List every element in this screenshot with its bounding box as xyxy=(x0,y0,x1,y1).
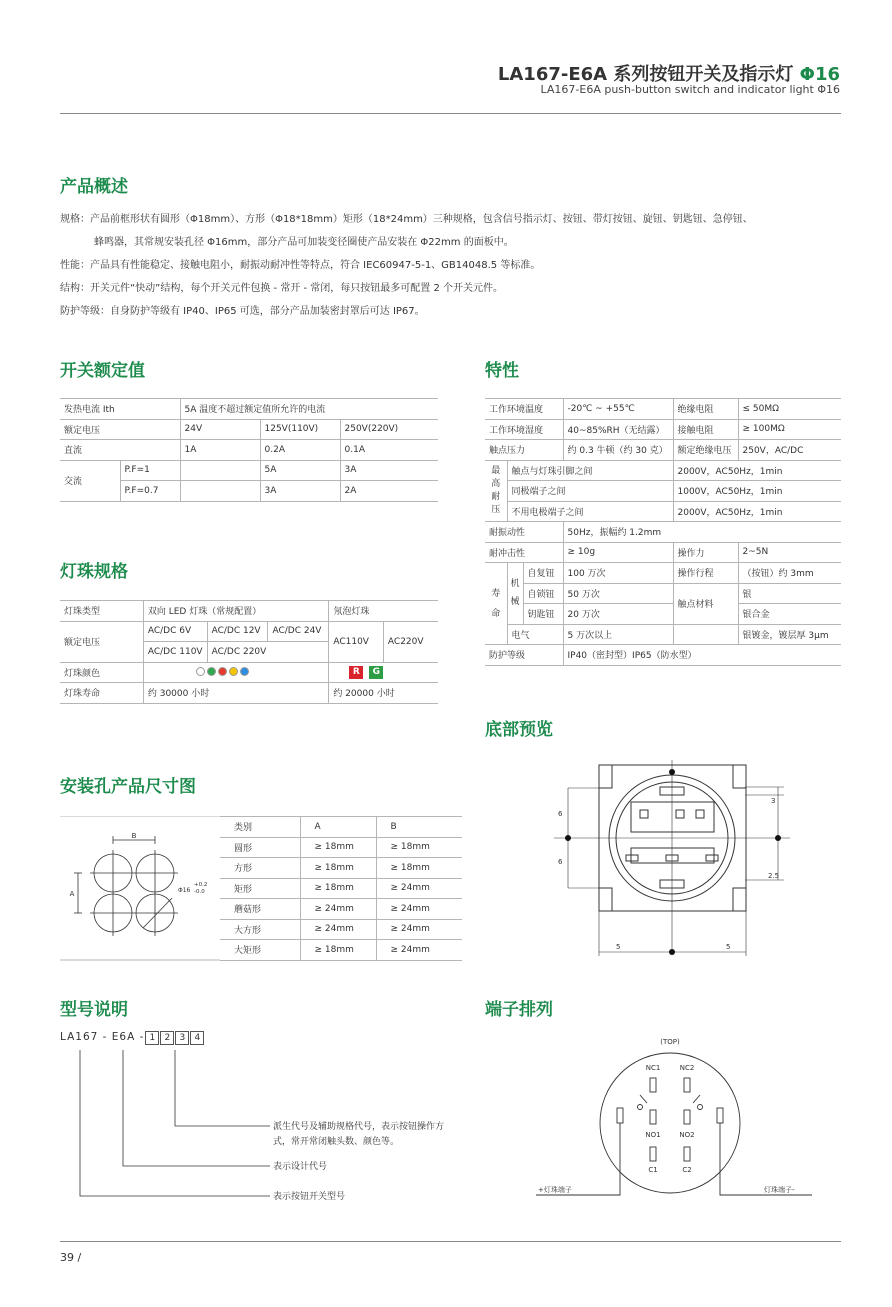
neon-green-badge: G xyxy=(369,666,383,679)
dim-3-label: 3 xyxy=(771,797,776,805)
table-cell: AC/DC 220V xyxy=(207,642,329,663)
led-color-swatches xyxy=(143,662,328,683)
table-cell: 大方形 xyxy=(220,919,300,940)
table-cell: 发热电流 Ith xyxy=(60,399,180,420)
table-cell: 操作行程 xyxy=(673,563,738,584)
model-box-1: 1 xyxy=(145,1031,159,1045)
table-cell: 2A xyxy=(340,481,438,502)
table-cell: 工作环境温度 xyxy=(485,399,563,420)
overview-line: 规格：产品前框形状有圆形（Φ18mm）、方形（Φ18*18mm）矩形（18*24mm）三种规格，包含信号指示灯、按钮、带灯按钮、旋钮、钥匙钮、急停钮、 xyxy=(60,214,753,225)
page-subtitle: LA167-E6A push-button switch and indicator light Φ16 xyxy=(540,83,840,96)
model-note-suffix xyxy=(273,1120,444,1150)
table-cell: 100 万次 xyxy=(563,563,673,584)
dim-diameter-label: Φ16 xyxy=(178,887,191,894)
led-color-white xyxy=(196,667,205,676)
table-row xyxy=(485,481,841,502)
overview-line: 性能：产品具有性能稳定、接触电阻小，耐振动耐冲性等特点，符合 IEC60947-5-1、GB14048.5 等标准。 xyxy=(60,260,541,271)
led-color-blue xyxy=(240,667,249,676)
table-cell xyxy=(180,460,260,481)
table-cell: ≥ 24mm xyxy=(376,919,462,940)
title-phi: Φ16 xyxy=(799,64,840,85)
table-cell: AC/DC 24V xyxy=(268,621,329,642)
table-cell: 2000V，AC50Hz，1min xyxy=(673,501,841,522)
table-row xyxy=(485,624,841,645)
model-heading: 型号说明 xyxy=(60,1000,128,1020)
table-cell: 触点与灯珠引脚之间 xyxy=(507,460,673,481)
mount-heading: 安装孔产品尺寸图 xyxy=(60,777,196,797)
table-row xyxy=(220,878,462,899)
table-cell: 蘑菇形 xyxy=(220,899,300,920)
table-cell: 直流 xyxy=(60,440,180,461)
table-cell: 3A xyxy=(260,481,340,502)
table-cell: ≥ 10g xyxy=(563,542,673,563)
table-row xyxy=(60,440,438,461)
table-cell: 5A 温度不超过额定值所允许的电流 xyxy=(180,399,438,420)
table-cell: 50Hz，振幅约 1.2mm xyxy=(563,522,841,543)
table-cell: 交流 xyxy=(60,460,120,501)
table-row xyxy=(485,542,841,563)
table-row xyxy=(485,460,841,481)
table-cell: 额定绝缘电压 xyxy=(673,440,738,461)
table-cell: 灯珠寿命 xyxy=(60,683,143,704)
table-cell: 圆形 xyxy=(220,837,300,858)
model-box-3: 3 xyxy=(175,1031,189,1045)
model-note-line: 派生代号及辅助规格代号，表示按钮操作方 xyxy=(273,1122,445,1132)
table-cell: ≤ 50MΩ xyxy=(738,399,841,420)
table-row xyxy=(60,621,438,642)
table-row xyxy=(485,645,841,666)
table-cell: 触点压力 xyxy=(485,440,563,461)
model-note-line: 式，常开常闭触头数、颜色等。 xyxy=(273,1137,400,1147)
table-cell: 1000V，AC50Hz，1min xyxy=(673,481,841,502)
table-header: 类别 xyxy=(220,817,300,838)
table-row xyxy=(60,419,438,440)
table-cell: ≥ 18mm xyxy=(300,878,376,899)
table-cell: 灯珠颜色 xyxy=(60,662,143,683)
table-row xyxy=(60,399,438,420)
table-cell: 矩形 xyxy=(220,878,300,899)
table-row xyxy=(485,501,841,522)
table-row xyxy=(220,858,462,879)
table-cell: 1A xyxy=(180,440,260,461)
table-cell: 额定电压 xyxy=(60,621,143,662)
table-cell: 约 20000 小时 xyxy=(329,683,438,704)
overview-line: 防护等级：自身防护等级有 IP40、IP65 可选，部分产品加装密封罩后可达 IP67。 xyxy=(60,306,425,317)
terminal-no1: NO1 xyxy=(645,1131,661,1139)
mount-table xyxy=(220,816,462,961)
table-cell: 0.1A xyxy=(340,440,438,461)
table-cell: 耐冲击性 xyxy=(485,542,563,563)
ratings-heading: 开关额定值 xyxy=(60,361,145,381)
model-leader-lines xyxy=(60,1046,280,1206)
table-cell: 接触电阻 xyxy=(673,419,738,440)
table-cell: 125V(110V) xyxy=(260,419,340,440)
model-code xyxy=(60,1031,204,1045)
lamp-heading: 灯珠规格 xyxy=(60,562,128,582)
table-cell: ≥ 18mm xyxy=(300,837,376,858)
table-cell: ≥ 18mm xyxy=(300,940,376,961)
dim-5b-label: 5 xyxy=(726,943,731,951)
table-cell: 5A xyxy=(260,460,340,481)
terminal-nc1: NC1 xyxy=(645,1064,661,1072)
table-cell: （按钮）约 3mm xyxy=(738,563,841,584)
table-cell: 双向 LED 灯珠（常规配置） xyxy=(143,601,328,622)
table-cell: 耐振动性 xyxy=(485,522,563,543)
table-cell: ≥ 24mm xyxy=(376,899,462,920)
table-row xyxy=(220,817,462,838)
dim-b-label: B xyxy=(131,832,137,840)
model-note-design: 表示设计代号 xyxy=(273,1162,328,1172)
table-cell: 额定电压 xyxy=(60,419,180,440)
table-cell: 不用电极端子之间 xyxy=(507,501,673,522)
table-cell: AC/DC 12V xyxy=(207,621,268,642)
dim-6b-label: 6 xyxy=(558,858,563,866)
terminal-lamp-plus: +灯珠端子 xyxy=(538,1186,572,1194)
table-row xyxy=(485,440,841,461)
model-prefix: LA167 - E6A - xyxy=(60,1031,145,1043)
terminal-no2: NO2 xyxy=(679,1131,695,1139)
dim-6a-label: 6 xyxy=(558,810,563,818)
table-cell: ≥ 24mm xyxy=(376,940,462,961)
table-cell: ≥ 100MΩ xyxy=(738,419,841,440)
table-cell: 银合金 xyxy=(738,604,841,625)
model-box-4: 4 xyxy=(190,1031,204,1045)
table-cell: 24V xyxy=(180,419,260,440)
table-row xyxy=(60,683,438,704)
lamp-table xyxy=(60,600,438,704)
dim-25-label: 2.5 xyxy=(768,872,780,880)
table-row xyxy=(485,563,841,584)
table-row xyxy=(485,399,841,420)
table-cell: 工作环境湿度 xyxy=(485,419,563,440)
table-cell: ≥ 24mm xyxy=(300,899,376,920)
table-cell: ≥ 24mm xyxy=(376,878,462,899)
table-cell: 20 万次 xyxy=(563,604,673,625)
overview-heading: 产品概述 xyxy=(60,177,128,197)
terminal-c1: C1 xyxy=(648,1166,658,1174)
table-cell: 触点材料 xyxy=(673,583,738,624)
characteristics-table xyxy=(485,398,841,666)
bottom-heading: 底部预览 xyxy=(485,720,553,740)
table-cell: 防护等级 xyxy=(485,645,563,666)
table-row xyxy=(220,899,462,920)
table-cell: 大矩形 xyxy=(220,940,300,961)
table-cell: -20℃ ~ +55℃ xyxy=(563,399,673,420)
table-row xyxy=(220,940,462,961)
table-row xyxy=(60,601,438,622)
model-note-type: 表示按钮开关型号 xyxy=(273,1192,346,1202)
table-cell: AC/DC 6V xyxy=(143,621,207,642)
table-cell: 银镀金，镀层厚 3μm xyxy=(738,624,841,645)
table-cell: AC/DC 110V xyxy=(143,642,207,663)
table-row xyxy=(220,919,462,940)
table-cell xyxy=(180,481,260,502)
led-color-red xyxy=(218,667,227,676)
page-number: 39 / xyxy=(60,1251,82,1264)
table-cell: 同极端子之间 xyxy=(507,481,673,502)
table-row xyxy=(485,419,841,440)
table-row xyxy=(60,460,438,481)
led-color-green xyxy=(207,667,216,676)
table-cell: 5 万次以上 xyxy=(563,624,673,645)
header-rule xyxy=(60,113,841,114)
table-cell: IP40（密封型）IP65（防水型） xyxy=(563,645,841,666)
table-cell: 自锁钮 xyxy=(523,583,563,604)
neon-color-swatches xyxy=(329,662,438,683)
table-cell: 氖泡灯珠 xyxy=(329,601,438,622)
table-cell: 绝缘电阻 xyxy=(673,399,738,420)
terminal-diagram xyxy=(528,1030,828,1220)
table-cell: P.F=1 xyxy=(120,460,180,481)
table-cell: 2000V，AC50Hz，1min xyxy=(673,460,841,481)
table-cell: 操作力 xyxy=(673,542,738,563)
overview-line: 结构：开关元件“快动”结构，每个开关元件包换 - 常开 - 常闭，每只按钮最多可配置 2 个开关元件。 xyxy=(60,283,504,294)
bottom-view-diagram xyxy=(550,760,800,960)
table-cell: 250V(220V) xyxy=(340,419,438,440)
table-row xyxy=(220,837,462,858)
mounting-hole-diagram xyxy=(60,816,220,961)
table-cell: 40~85%RH（无结露） xyxy=(563,419,673,440)
dim-5a-label: 5 xyxy=(616,943,621,951)
table-cell: P.F=0.7 xyxy=(120,481,180,502)
table-cell: AC220V xyxy=(383,621,438,662)
table-cell: ≥ 18mm xyxy=(376,858,462,879)
led-color-yellow xyxy=(229,667,238,676)
table-row xyxy=(60,662,438,683)
terminal-lamp-minus: 灯珠端子- xyxy=(764,1186,795,1194)
table-cell: ≥ 18mm xyxy=(300,858,376,879)
terminal-nc2: NC2 xyxy=(679,1064,695,1072)
dim-tolerance-minus: -0.0 xyxy=(194,889,205,895)
table-cell: 寿命 xyxy=(485,563,507,645)
terminal-heading: 端子排列 xyxy=(485,1000,553,1020)
table-cell: 银 xyxy=(738,583,841,604)
table-cell: ≥ 18mm xyxy=(376,837,462,858)
table-row xyxy=(485,604,841,625)
table-cell: 方形 xyxy=(220,858,300,879)
table-cell: 约 30000 小时 xyxy=(143,683,328,704)
dim-a-label: A xyxy=(69,890,75,898)
table-cell: 50 万次 xyxy=(563,583,673,604)
table-cell: 灯珠类型 xyxy=(60,601,143,622)
table-cell: ≥ 24mm xyxy=(300,919,376,940)
terminal-top-label: (TOP) xyxy=(660,1038,680,1046)
neon-red-badge: R xyxy=(349,666,363,679)
table-cell: 2~5N xyxy=(738,542,841,563)
ratings-table xyxy=(60,398,438,502)
characteristics-heading: 特性 xyxy=(485,361,519,381)
table-cell: 电气 xyxy=(507,624,563,645)
table-cell: 3A xyxy=(340,460,438,481)
table-cell: 机械 xyxy=(507,563,523,625)
table-row xyxy=(485,583,841,604)
table-cell: 0.2A xyxy=(260,440,340,461)
table-cell: AC110V xyxy=(329,621,384,662)
footer-rule xyxy=(60,1241,841,1242)
overview-line: 蜂鸣器，其常规安装孔径 Φ16mm，部分产品可加装变径圈使产品安装在 Φ22mm 的面板中。 xyxy=(94,237,514,248)
table-header: B xyxy=(376,817,462,838)
terminal-c2: C2 xyxy=(682,1166,692,1174)
table-cell: 钥匙钮 xyxy=(523,604,563,625)
table-cell: 自复钮 xyxy=(523,563,563,584)
table-cell: 约 0.3 牛顿（约 30 克） xyxy=(563,440,673,461)
dim-tolerance-plus: +0.2 xyxy=(194,882,208,888)
table-row xyxy=(485,522,841,543)
table-cell: 最高耐压 xyxy=(485,460,507,522)
table-header: A xyxy=(300,817,376,838)
table-cell: 250V，AC/DC xyxy=(738,440,841,461)
title-zh: LA167-E6A 系列按钮开关及指示灯 xyxy=(497,64,794,85)
model-box-2: 2 xyxy=(160,1031,174,1045)
table-cell xyxy=(673,624,738,645)
